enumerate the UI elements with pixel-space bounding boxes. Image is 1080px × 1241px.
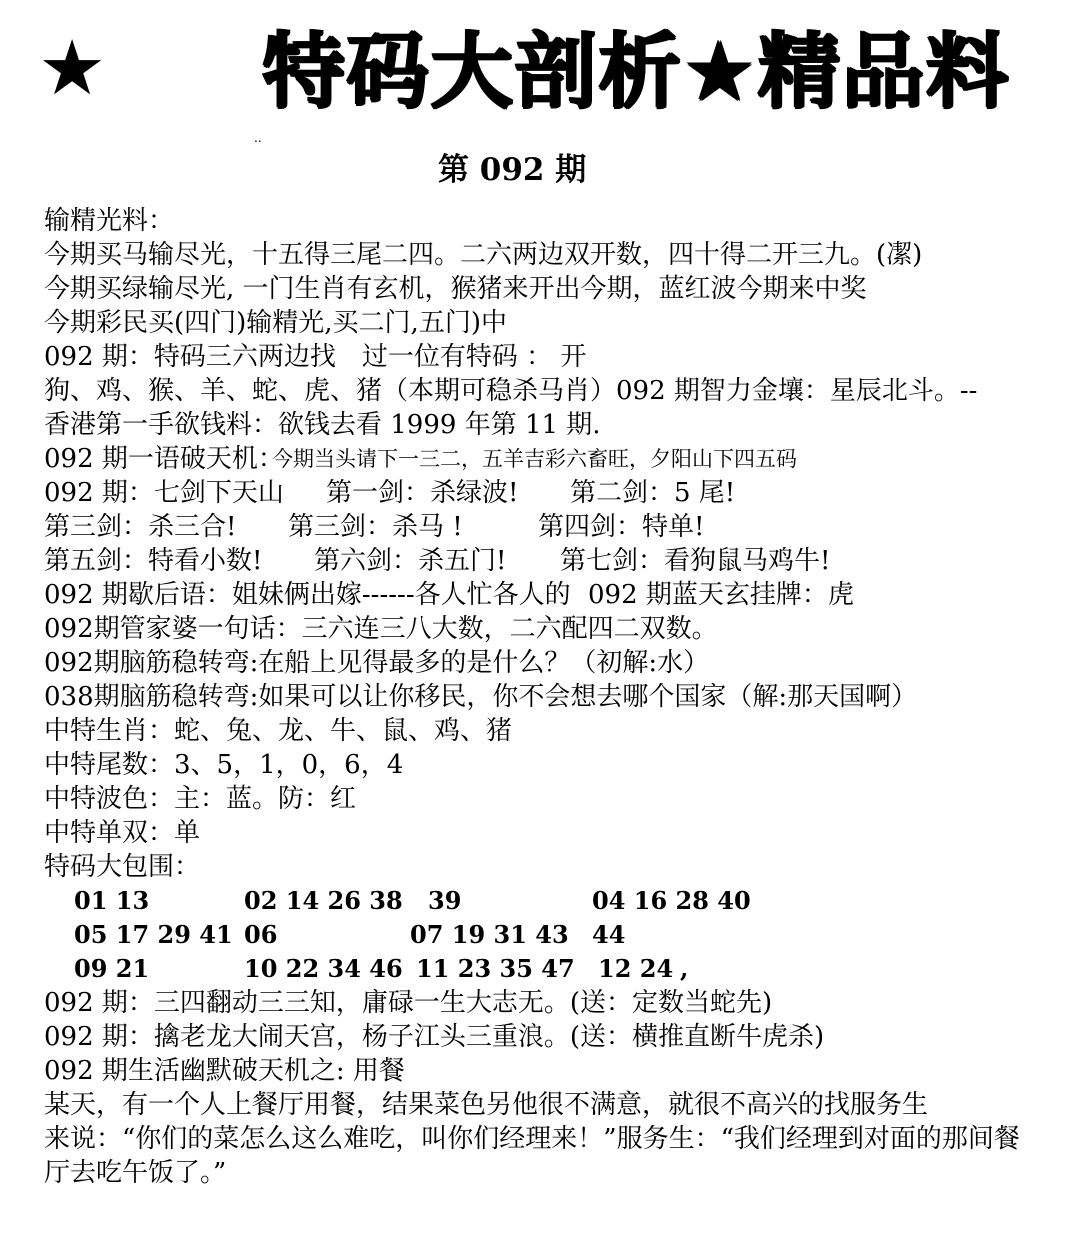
- section-heading: 特码大包围：: [44, 852, 201, 882]
- text-line: [44, 578, 1044, 612]
- text-line: 中特波色：主：蓝。防：红: [44, 784, 357, 814]
- number-group: 07 19 31 43: [410, 920, 569, 949]
- text-line: 中特尾数：3、5，1，0，6，4: [44, 750, 404, 780]
- number-group: 04 16 28 40: [592, 886, 751, 915]
- text-line: 092期脑筋稳转弯:在船上见得最多的是什么？（初解:水）: [44, 648, 710, 678]
- number-group: 02 14 26 38: [244, 886, 403, 915]
- line-note: 今期当头请下一三二，五羊吉彩六畜旺，夕阳山下四五码: [272, 447, 797, 471]
- number-group: 10 22 34 46: [244, 954, 403, 983]
- section-heading: 输精光料：: [44, 206, 175, 236]
- line-segment: 第五剑：特看小数!: [44, 546, 263, 576]
- text-line: 今期买马输尽光，十五得三尾二四。二六两边双开数，四十得二开三九。(㓗): [44, 240, 923, 270]
- number-group: 09 21: [74, 954, 150, 983]
- text-line: [44, 476, 1044, 510]
- line-segment: 第二剑：5 尾!: [570, 478, 736, 508]
- text-line: 香港第一手欲钱料：欲钱去看 1999 年第 11 期.: [44, 410, 601, 440]
- star-icon: ★: [38, 23, 107, 112]
- line-segment: 第四剑：特单!: [538, 512, 705, 542]
- text-line: 厅去吃午饭了。”: [44, 1158, 227, 1188]
- text-line: 今期买绿输尽光, 一门生肖有玄机，猴猪来开出今期，蓝红波今期来中奖: [44, 274, 867, 304]
- text-line: 092 期：擒老龙大闹天宫，杨子江头三重浪。(送：横推直断牛虎杀): [44, 1022, 825, 1052]
- page-title: 特码大剖析★精品料: [262, 24, 1010, 119]
- line-segment: 第三剑：杀马 !: [288, 512, 463, 542]
- text-line: 092 期：三四翻动三三知，庸碌一生大志无。(送：定数当蛇先): [44, 988, 773, 1018]
- text-line: 092期管家婆一句话：三六连三八大数，二六配四二双数。: [44, 614, 718, 644]
- line-segment: 第三剑：杀三合!: [44, 512, 237, 542]
- line-segment: 092 期蓝天玄挂牌：虎: [588, 580, 854, 610]
- issue-number: 第 092 期: [438, 152, 587, 188]
- line-label: 092 期一语破天机：: [44, 444, 284, 474]
- text-line: 092 期：特码三六两边找 过一位有特码 ： 开: [44, 342, 587, 372]
- text-line: [44, 442, 1044, 476]
- line-segment: 第七剑：看狗鼠马鸡牛!: [560, 546, 831, 576]
- number-group: 39: [428, 886, 462, 915]
- number-group: 44: [592, 920, 626, 949]
- number-group: ,: [680, 954, 689, 983]
- text-line: 038期脑筋稳转弯:如果可以让你移民，你不会想去哪个国家（解:那天国啊）: [44, 682, 918, 712]
- text-line: 今期彩民买(四门)输精光,买二门,五门)中: [44, 308, 507, 338]
- number-group: 11 23 35 47: [416, 954, 575, 983]
- text-line: 中特单双：单: [44, 818, 201, 848]
- number-group: 12 24: [598, 954, 674, 983]
- text-line: 狗、鸡、猴、羊、蛇、虎、猪（本期可稳杀马肖）092 期智力金壤：星辰北斗。--: [44, 376, 978, 406]
- line-segment: 第一剑：杀绿波!: [326, 478, 519, 508]
- number-group: 01 13: [74, 886, 150, 915]
- text-line: [44, 510, 1044, 544]
- line-segment: 092 期：七剑下天山: [44, 478, 284, 508]
- section-heading: 092 期生活幽默破天机之: 用餐: [44, 1056, 405, 1086]
- line-segment: 092 期歇后语：姐妹俩出嫁------各人忙各人的: [44, 580, 571, 610]
- text-line: 中特生肖：蛇、兔、龙、牛、鼠、鸡、猪: [44, 716, 513, 746]
- number-group: 05 17 29 41: [74, 920, 233, 949]
- line-segment: 第六剑：杀五门!: [314, 546, 507, 576]
- text-line: 来说：“你们的菜怎么这么难吃，叫你们经理来！”服务生：“我们经理到对面的那间餐: [44, 1124, 1020, 1154]
- text-line: [44, 544, 1044, 578]
- text-line: 某天，有一个人上餐厅用餐，结果菜色另他很不满意，就很不高兴的找服务生: [44, 1090, 929, 1120]
- number-group: 06: [244, 920, 278, 949]
- scan-dots: ..: [254, 131, 262, 145]
